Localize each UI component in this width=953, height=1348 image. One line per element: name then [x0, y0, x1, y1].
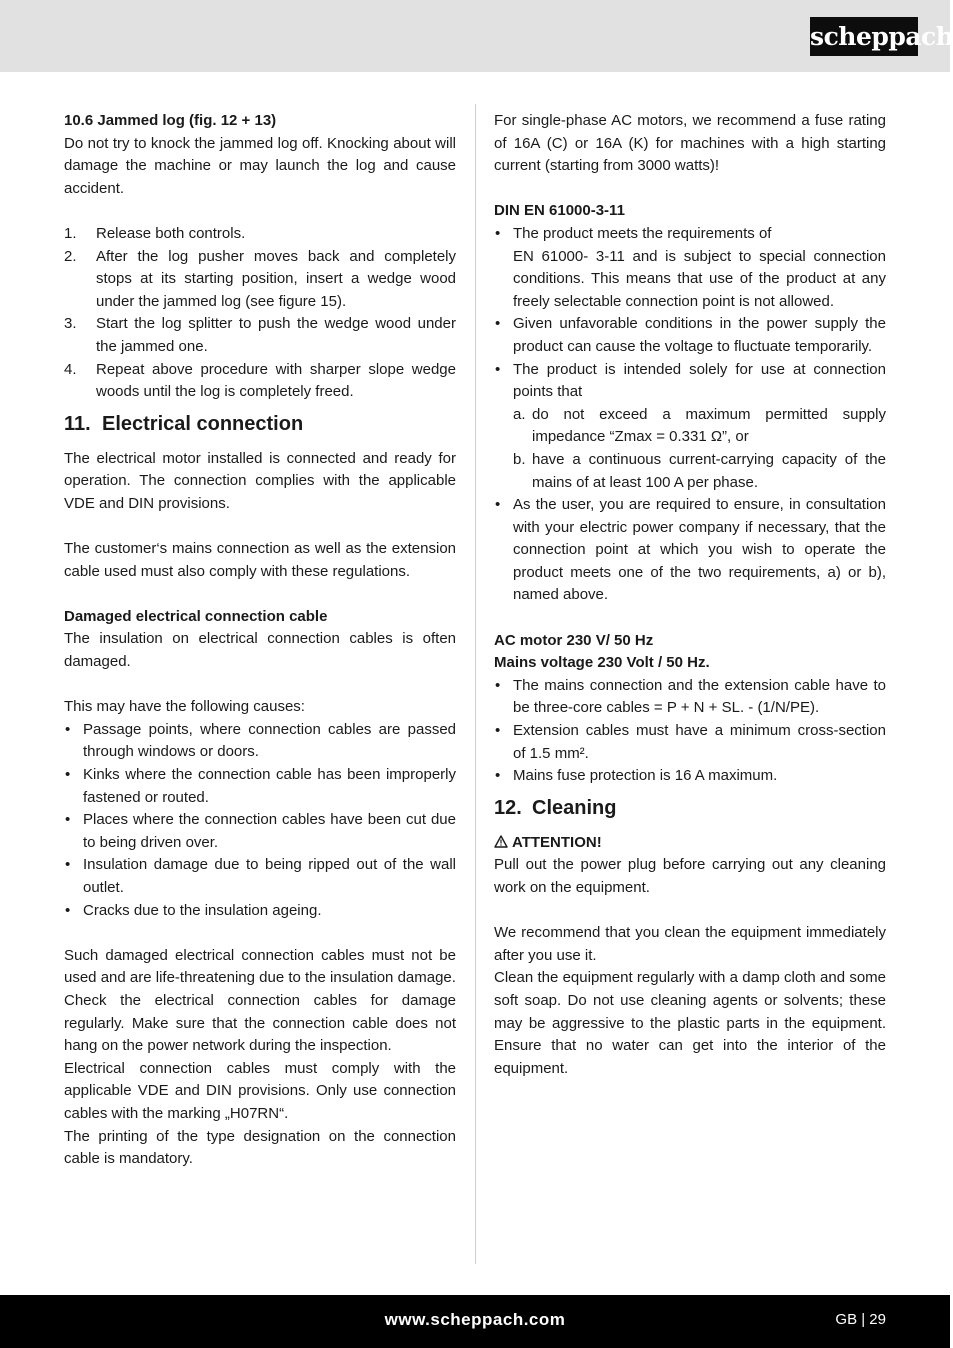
brand-logo: scheppach [810, 17, 918, 56]
list-item: • Passage points, where connection cables are passed through windows or doors. [65, 720, 456, 761]
list-item: • Kinks where the connection cable has been improperly fastened or routed. [65, 766, 456, 806]
website-link[interactable]: www.scheppach.com [384, 1310, 566, 1329]
list-item: • Cracks due to the insulation ageing. [65, 901, 322, 919]
damaged-cable-heading: Damaged electrical connection cable [64, 607, 328, 625]
damaged-cable-paragraph: The printing of the type designation on the connection cable is mandatory. [64, 1127, 456, 1168]
cleaning-paragraph: Clean the equipment regularly with a damp cloth and some soft soap. Do not use cleaning agents or solvents; these may be aggressive to the plastic parts in the equipment. Ensure that no water can get into the interior of the equipment. [494, 969, 886, 1077]
list-item: • Insulation damage due to being ripped out of the wall outlet. [65, 856, 456, 896]
section-11-heading: 11. Electrical connection [64, 412, 304, 435]
ac-motor-heading: AC motor 230 V/ 50 Hz [494, 631, 654, 649]
din-list [494, 223, 886, 607]
ac-motor-list [494, 675, 886, 788]
list-item: 2. After the log pusher moves back and completely stops at its starting position, insert a wedge wood under the jammed log (see figure 15). [64, 247, 456, 310]
list-item: • The product meets the requirements of EN 61000- 3-11 and is subject to special connection conditions. This means that use of the product at any freely selectable connection point is not allowed. [495, 224, 886, 310]
list-item: • As the user, you are required to ensure, in consultation with your electric power company if necessary, that the connection point at which you wish to operate the product meets one of the two requirements, a) or b), named above. [495, 496, 886, 604]
cleaning-paragraph: We recommend that you clean the equipment immediately after you use it. [494, 924, 886, 964]
section-10-6-heading: 10.6 Jammed log (fig. 12 + 13) [64, 112, 277, 129]
damaged-cable-paragraph: Electrical connection cables must comply with the applicable VDE and DIN provisions. Only use connection cables with the marking „H07RN“. [64, 1059, 456, 1122]
damaged-cable-paragraph: The insulation on electrical connection cables is often damaged. [64, 630, 456, 671]
list-item: • The mains connection and the extension cable have to be three-core cables = P + N + SL. - (1/N/PE). [495, 676, 886, 717]
section-12-heading: 12. Cleaning [494, 796, 617, 819]
list-item: 1. Release both controls. [64, 224, 246, 242]
jammed-log-steps [64, 223, 456, 404]
damaged-cable-paragraph: Such damaged electrical connection cables must not be used and are life-threatening due to the insulation damage. [64, 946, 456, 987]
list-item: • Places where the connection cables have been cut due to being driven over. [65, 811, 456, 851]
fuse-paragraph: For single-phase AC motors, we recommend a fuse rating of 16A (C) or 16A (K) for machines with a high starting current (starting from 3000 watts)! [494, 112, 886, 175]
causes-intro: This may have the following causes: [64, 698, 305, 716]
attention-heading: ATTENTION! [494, 832, 886, 855]
list-item: • Given unfavorable conditions in the power supply the product can cause the voltage to fluctuate temporarily. [495, 315, 886, 355]
list-item: a. do not exceed a maximum permitted supply impedance “Zmax = 0.331 Ω”, or [513, 405, 886, 446]
column-divider [475, 104, 476, 1264]
section-11-paragraph: The electrical motor installed is connected and ready for operation. The connection complies with the applicable VDE and DIN provisions. [64, 449, 456, 512]
list-item: • Extension cables must have a minimum cross-section of 1.5 mm². [495, 722, 886, 762]
list-item: b. have a continuous current-carrying capacity of the mains of at least 100 A per phase. [513, 450, 886, 491]
section-10-6-intro: Do not try to knock the jammed log off. Knocking about will damage the machine or may launch the log and cause accident. [64, 134, 456, 197]
list-item: • Mains fuse protection is 16 A maximum. [495, 767, 778, 785]
section-11-paragraph: The customer‘s mains connection as well as the extension cable used must also comply with these regulations. [64, 540, 456, 580]
list-item: 3. Start the log splitter to push the wedge wood under the jammed one. [64, 315, 456, 355]
warning-triangle-icon [494, 832, 512, 855]
footer-bar [0, 1295, 950, 1348]
din-heading: DIN EN 61000-3-11 [494, 202, 625, 220]
din-sub-list [513, 404, 886, 494]
right-column [494, 110, 886, 1080]
page-number: GB | 29 [835, 1311, 886, 1328]
list-item: • The product is intended solely for use at connection points that a. do not exceed a maximum permitted supply impedance “Zmax = 0.331 Ω”, or b. have a continuous current-carrying capacity of the mains of at least 100 A per phase. [494, 359, 886, 495]
damaged-cable-paragraph: Check the electrical connection cables for damage regularly. Make sure that the connection cable does not hang on the power network during the inspection. [64, 991, 456, 1055]
causes-list [64, 719, 456, 922]
mains-voltage-heading: Mains voltage 230 Volt / 50 Hz. [494, 654, 710, 672]
header-bar [0, 0, 953, 72]
attention-paragraph: Pull out the power plug before carrying out any cleaning work on the equipment. [494, 856, 886, 896]
list-item: 4. Repeat above procedure with sharper slope wedge woods until the log is completely freed. [64, 360, 456, 401]
left-column [64, 110, 456, 1171]
